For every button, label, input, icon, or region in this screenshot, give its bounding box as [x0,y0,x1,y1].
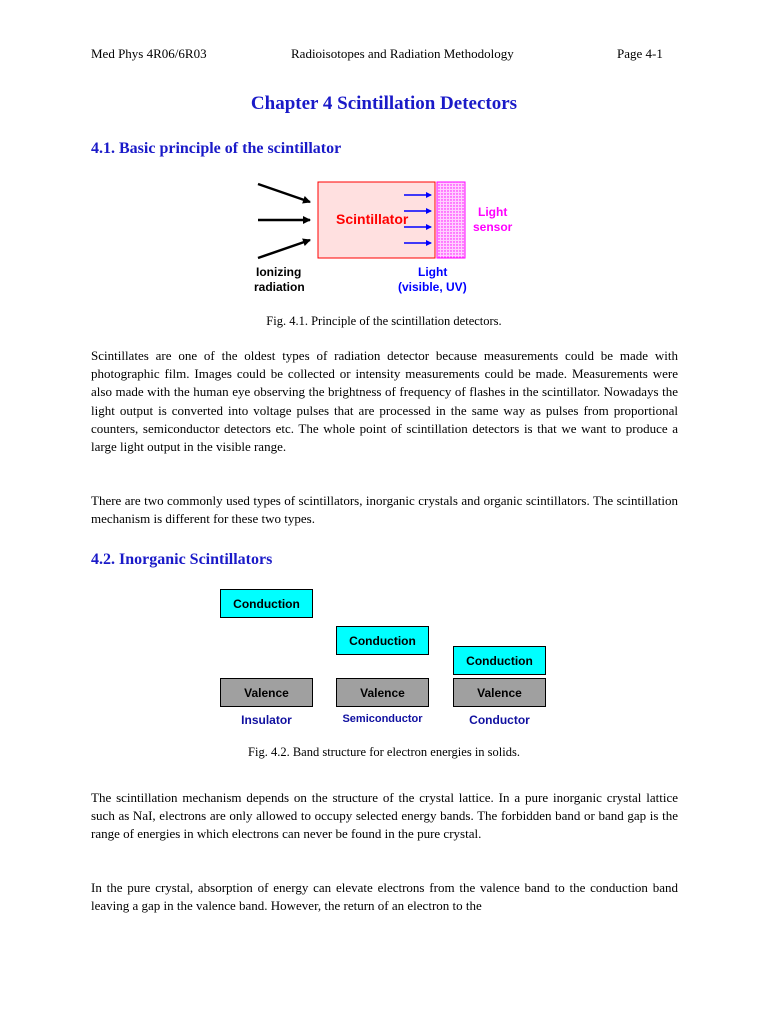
radiation-label-line2: radiation [254,280,305,294]
conductor-valence-band: Valence [453,678,546,707]
figure-caption-4-1: Fig. 4.1. Principle of the scintillation detectors. [266,314,502,328]
header-course-code: Med Phys 4R06/6R03 [91,46,207,61]
insulator-valence-band: Valence [220,678,313,707]
light-sensor [437,182,465,258]
radiation-arrow-top [258,184,310,202]
paragraph-scintillation-mechanism: The scintillation mechanism depends on the structure of the crystal lattice. In a pure inorganic crystal lattice such as NaI, electrons are only allowed to occupy selected energy bands. The forbidden band or band gap is the range of energies in which electrons can never be found in the pure crystal. [91,790,678,842]
header-page-number: Page 4-1 [617,46,663,61]
radiation-label-line1: Ionizing [256,265,302,279]
chapter-title: Chapter 4 Scintillation Detectors [250,93,518,114]
figure-caption-4-2: Fig. 4.2. Band structure for electron energies in solids. [248,745,520,759]
conductor-conduction-band: Conduction [453,646,546,675]
paragraph-scintillator-types: There are two commonly used types of scintillators, inorganic crystals and organic scintillators. The scintillation mechanism is different for these two types. [91,493,678,527]
conductor-label: Conductor [469,713,530,727]
light-label-line2: (visible, UV) [398,280,467,294]
semiconductor-label: Semiconductor [342,713,423,725]
paragraph-scintillator-history: Scintillates are one of the oldest types of radiation detector because measurements could be made with photographic film. Images could be collected or intensity measurements could be made. Measurements were also made with the human eye observing the brightness of frequency of flashes in the scintillator. Nowadays the light output is converted into voltage pulses that are processed in the same way as pulses from proportional counters, semiconductor detectors etc. The whole point of scintillation detectors is that we want to produce a large light output in the visible range. [91,348,678,455]
sensor-label-line2: sensor [473,220,513,234]
paragraph-pure-crystal: In the pure crystal, absorption of energy can elevate electrons from the valence band to the conduction band leaving a gap in the valence band. However, the return of an electron to the [91,880,678,914]
scintillator-label: Scintillator [336,211,409,227]
insulator-conduction-band: Conduction [220,589,313,618]
light-label-line1: Light [418,265,448,279]
sensor-label-line1: Light [478,205,508,219]
scintillator-principle-figure [240,178,530,298]
header-course-title: Radioisotopes and Radiation Methodology [291,46,514,61]
radiation-arrow-bottom [258,240,310,258]
section-heading-inorganic: 4.2. Inorganic Scintillators [91,551,273,568]
band-structure-figure [200,585,570,735]
section-heading-basic-principle: 4.1. Basic principle of the scintillator [91,140,342,157]
semiconductor-conduction-band: Conduction [336,626,429,655]
semiconductor-valence-band: Valence [336,678,429,707]
insulator-label: Insulator [241,713,292,727]
